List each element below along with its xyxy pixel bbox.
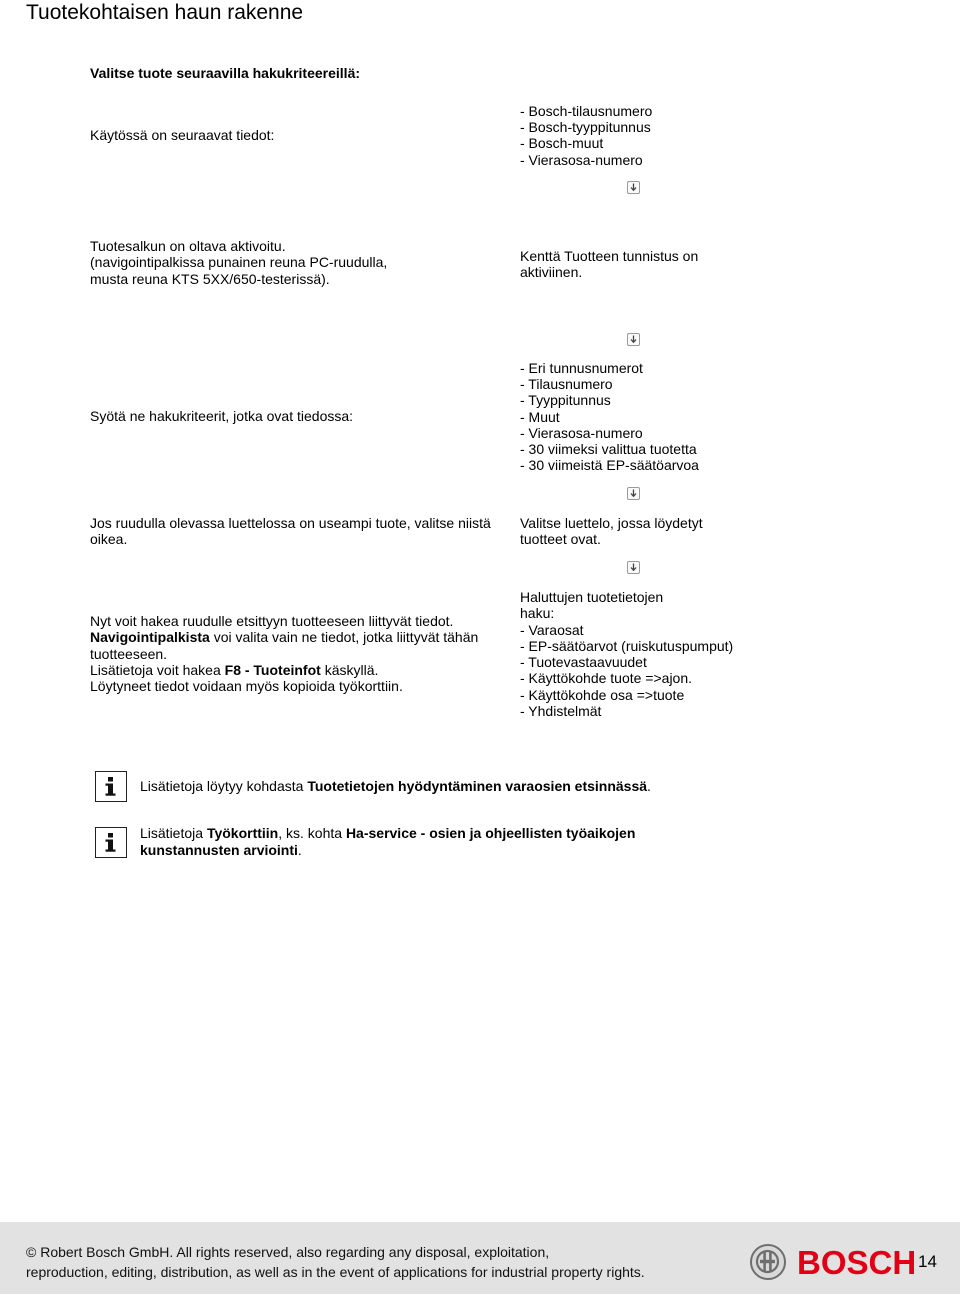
down-arrow-icon — [627, 487, 640, 500]
page-title: Tuotekohtaisen haun rakenne — [26, 1, 304, 24]
list-item: - Käyttökohde osa =>tuote — [520, 686, 685, 703]
text-line: aktiviinen. — [520, 264, 583, 281]
list-item: - Tyyppitunnus — [520, 392, 611, 409]
text-line: musta reuna KTS 5XX/650-testerissä). — [90, 270, 330, 287]
copyright-line: reproduction, editing, distribution, as well as in the event of applications for industrial property rights. — [26, 1264, 645, 1280]
row4-left — [90, 515, 491, 548]
text-line: (navigointipalkissa punainen reuna PC-ruudulla, — [90, 254, 388, 271]
text-line: Valitse luettelo, jossa löydetyt — [520, 515, 703, 531]
list-item: - Tuotevastaavuudet — [520, 654, 647, 671]
list-item: - Vierasosa-numero — [520, 151, 643, 168]
text-line: Tuotesalkun on oltava aktivoitu. — [90, 238, 286, 254]
list-item: - EP-säätöarvot (ruiskutuspumput) — [520, 637, 734, 654]
page-number: 14 — [918, 1252, 937, 1271]
list-item: - Tilausnumero — [520, 376, 613, 393]
bosch-logo: BOSCH — [797, 1244, 917, 1281]
list-item: - Muut — [520, 408, 560, 425]
text-line: Löytyneet tiedot voidaan myös kopioida työkorttiin. — [90, 678, 403, 695]
row3-left: Syötä ne hakukriteerit, jotka ovat tiedossa: — [90, 408, 354, 424]
list-item: - Yhdistelmät — [520, 703, 602, 720]
list-item: - Bosch-tyyppitunnus — [520, 119, 651, 136]
list-item: - 30 viimeistä EP-säätöarvoa — [520, 457, 699, 474]
list-item: - Käyttökohde tuote =>ajon. — [520, 670, 693, 687]
text-line: Lisätietoja voit hakea F8 - Tuoteinfot käskyllä. — [90, 661, 379, 678]
row1-right-list — [520, 103, 652, 168]
row1-left: Käytössä on seuraavat tiedot: — [90, 127, 275, 143]
info-link-title: kunstannusten arviointi — [140, 842, 298, 858]
page-footer — [0, 1222, 960, 1294]
info-icon — [95, 827, 127, 858]
text-line: tuotteeseen. — [90, 645, 168, 662]
row3-right-list — [520, 360, 699, 473]
info-note-2: Lisätietoja Työkorttiin, ks. kohta Ha-service - osien ja ohjeellisten työaikojen kunstannusten arviointi. — [140, 825, 636, 858]
row5-right-list — [520, 589, 733, 719]
list-item: - Varaosat — [520, 621, 584, 638]
bold-term: F8 - Tuoteinfot — [224, 661, 321, 678]
copyright-line: © Robert Bosch GmbH. All rights reserved, also regarding any disposal, exploitation, — [26, 1244, 550, 1260]
list-item: Haluttujen tuotetietojen — [520, 589, 664, 605]
list-item: haku: — [520, 605, 555, 622]
list-item: - Bosch-tilausnumero — [520, 103, 653, 119]
info-link-title: Ha-service - osien ja ohjeellisten työaikojen — [345, 825, 636, 841]
info-note-1: Lisätietoja löytyy kohdasta Tuotetietojen hyödyntäminen varaosien etsinnässä. — [140, 778, 651, 794]
info-link-title: Tuotetietojen hyödyntäminen varaosien etsinnässä — [307, 778, 648, 794]
list-item: - 30 viimeksi valittua tuotetta — [520, 441, 697, 458]
list-item: - Bosch-muut — [520, 135, 604, 152]
row2-left — [90, 238, 387, 287]
down-arrow-icon — [627, 333, 640, 346]
list-item: - Eri tunnusnumerot — [520, 360, 643, 376]
info-link-title: Työkorttiin — [206, 825, 279, 841]
info-icon — [95, 771, 127, 802]
text-line: tuotteet ovat. — [520, 531, 601, 548]
text-line: Nyt voit hakea ruudulle etsittyyn tuotteeseen liittyvät tiedot. — [90, 613, 454, 629]
text-line: Jos ruudulla olevassa luettelossa on useampi tuote, valitse niistä — [90, 515, 491, 531]
down-arrow-icon — [627, 181, 640, 194]
row2-right — [520, 248, 698, 281]
text-line: oikea. — [90, 531, 128, 548]
bold-term: Navigointipalkista — [90, 629, 210, 646]
text-line: Navigointipalkista voi valita vain ne tiedot, jotka liittyvät tähän — [90, 629, 479, 646]
copyright-notice — [26, 1242, 645, 1282]
bosch-armature-icon — [750, 1244, 786, 1280]
row5-left — [90, 613, 478, 694]
text-line: Kenttä Tuotteen tunnistus on — [520, 248, 699, 264]
down-arrow-icon — [627, 561, 640, 574]
row4-right — [520, 515, 703, 548]
list-item: - Vierasosa-numero — [520, 424, 643, 441]
page-subtitle: Valitse tuote seuraavilla hakukriteereillä: — [90, 65, 361, 81]
